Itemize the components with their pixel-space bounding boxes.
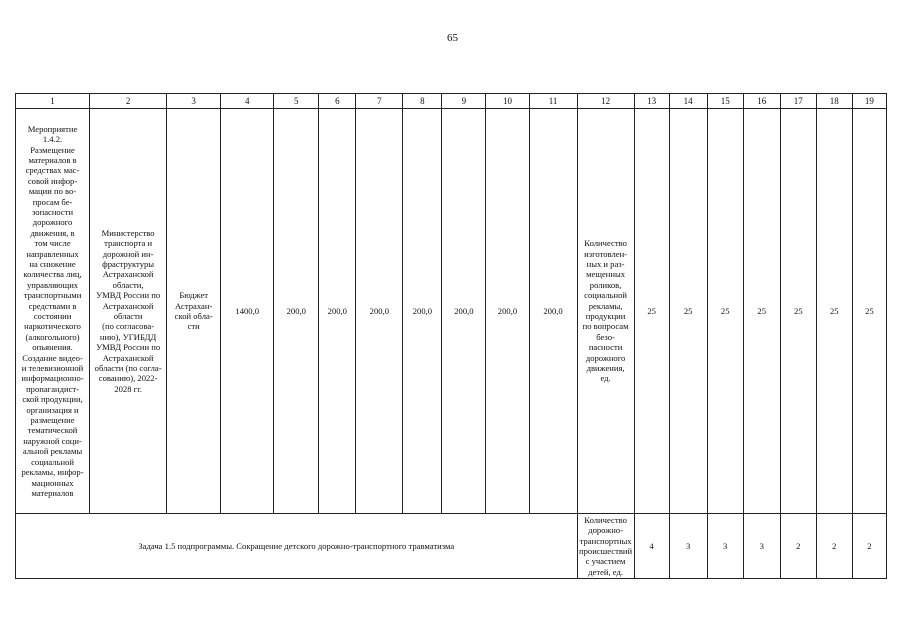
- amount-cell: 200,0: [274, 109, 319, 514]
- header-cell: 15: [707, 94, 743, 109]
- header-cell: 13: [634, 94, 669, 109]
- task-row: [16, 514, 887, 579]
- header-cell: 12: [577, 94, 634, 109]
- funding-source: Бюджет Астрахан- ской обла- сти: [167, 109, 221, 514]
- header-cell: 9: [442, 94, 486, 109]
- header-cell: 3: [167, 94, 221, 109]
- indicator-name: Количество дорожно- транспортных происшествий с участием детей, ед.: [579, 514, 633, 577]
- header-cell: 17: [780, 94, 816, 109]
- header-cell: 6: [319, 94, 356, 109]
- indicator-value: 2: [816, 514, 852, 579]
- indicator-value: 25: [780, 109, 816, 514]
- indicator-value: 25: [634, 109, 669, 514]
- header-cell: 16: [743, 94, 780, 109]
- total-amount: 1400,0: [221, 109, 274, 514]
- amount-cell: 200,0: [486, 109, 529, 514]
- page-number: 65: [447, 32, 458, 44]
- indicator-value: 3: [743, 514, 780, 579]
- activity-description: Мероприятие 1.4.2. Размещение материалов в средствах мас- совой инфор- мации по во- просам бе- зопасности дорожного движения, в том числе направленных на снижение количества лиц, управляющих транспортными средствами в состоянии наркотического (алкогольного) опьянения. Создание видео- и телевизионной информационно- пропагандист- ской продукции, организация и размещение тематической наружной соци- альной рекламы социальной рекламы, инфор- мационных материалов: [16, 109, 90, 514]
- header-cell: 10: [486, 94, 529, 109]
- table-row: [16, 109, 887, 514]
- header-cell: 18: [816, 94, 852, 109]
- header-cell: 11: [529, 94, 577, 109]
- indicator-value: 25: [816, 109, 852, 514]
- indicator-value: 4: [634, 514, 669, 579]
- amount-cell: 200,0: [319, 109, 356, 514]
- header-cell: 7: [356, 94, 403, 109]
- header-row: [16, 94, 887, 109]
- indicator-value: 25: [707, 109, 743, 514]
- data-table: [15, 93, 887, 579]
- amount-cell: 200,0: [356, 109, 403, 514]
- indicator-value: 25: [669, 109, 707, 514]
- indicator-value: 2: [780, 514, 816, 579]
- amount-cell: 200,0: [442, 109, 486, 514]
- indicator-value: 3: [707, 514, 743, 579]
- indicator-value: 25: [852, 109, 886, 514]
- header-cell: 1: [16, 94, 90, 109]
- header-cell: 8: [403, 94, 442, 109]
- amount-cell: 200,0: [529, 109, 577, 514]
- header-cell: 4: [221, 94, 274, 109]
- responsible-executor: Министерство транспорта и дорожной ин- фраструктуры Астраханской области, УМВД России по Астраханской области (по согласова- нию), УГИБДД УМВД России по Астраханской области (по согла- сованию), 2022- 2028 гг.: [90, 109, 167, 514]
- task-title: Задача 1.5 подпрограммы. Сокращение детского дорожно-транспортного травматизма: [16, 514, 578, 579]
- header-cell: 19: [852, 94, 886, 109]
- indicator-name: Количество изготовлен- ных и раз- мещенных роликов, социальной рекламы, продукции по вопросам безо- пасности дорожного движения, ед.: [577, 109, 634, 514]
- indicator-value: 3: [669, 514, 707, 579]
- header-cell: 2: [90, 94, 167, 109]
- header-cell: 5: [274, 94, 319, 109]
- header-cell: 14: [669, 94, 707, 109]
- amount-cell: 200,0: [403, 109, 442, 514]
- indicator-value: 25: [743, 109, 780, 514]
- indicator-value: 2: [852, 514, 886, 579]
